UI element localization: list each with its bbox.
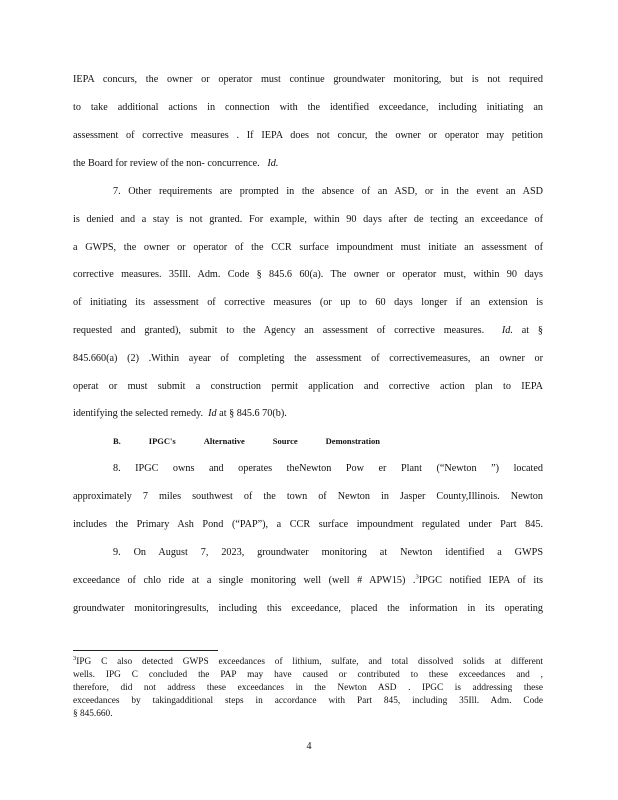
body-line: 845.660(a) (2) .Within ayear of completing the assessment of correctivemeasures, an owner or	[73, 353, 543, 364]
citation-id: Id.	[501, 325, 513, 336]
footnote-line: therefore, did not address these exceedances in the Newton ASD . IPGC is addressing these	[73, 683, 543, 693]
body-line: assessment of corrective measures . If IEPA does not concur, the owner or operator may petition	[73, 130, 543, 141]
citation-id: Id.	[267, 158, 279, 169]
paragraph-9-start: 9. On August 7, 2023, groundwater monitoring at Newton identified a GWPS	[113, 547, 543, 558]
paragraph-7-start: 7. Other requirements are prompted in the absence of an ASD, or in the event an ASD	[113, 186, 543, 197]
footnote-line: wells. IPG C concluded the PAP may have caused or contributed to these exceedances and ,	[73, 670, 543, 680]
body-line: groundwater monitoringresults, including this exceedance, placed the information in its operating	[73, 603, 543, 614]
section-heading: B. IPGC's Alternative Source Demonstration	[113, 436, 380, 446]
body-line: corrective measures. 35Ill. Adm. Code § 845.6 60(a). The owner or operator must, within 90 days	[73, 269, 543, 280]
body-line: of initiating its assessment of corrective measures (or up to 60 days longer if an extension is	[73, 297, 543, 308]
body-line: exceedance of chlo ride at a single monitoring well (well # APW15) .$^3$IPGC notified IEPA of its	[73, 573, 543, 586]
body-line: IEPA concurs, the owner or operator must continue groundwater monitoring, but is not required	[73, 74, 543, 85]
footnote-line: exceedances by takingadditional steps in accordance with Part 845, including 35Ill. Adm. Code	[73, 696, 543, 706]
footnote-marker: 3	[73, 654, 77, 662]
page-number: 4	[306, 741, 312, 752]
footnote-separator	[73, 650, 218, 651]
body-line: identifying the selected remedy. Id at § 845.6 70(b).	[73, 408, 287, 419]
body-line: the Board for review of the non- concurrence. Id.	[73, 158, 279, 169]
body-line: includes the Primary Ash Pond (“PAP”), a CCR surface impoundment regulated under Part 845.	[73, 519, 543, 530]
footnote-line: $^3$IPG C also detected GWPS exceedances of lithium, sulfate, and total dissolved solids at different	[73, 654, 543, 667]
body-line: is denied and a stay is not granted. For example, within 90 days after de tecting an exceedance of	[73, 214, 543, 225]
body-line: approximately 7 miles southwest of the town of Newton in Jasper County,Illinois. Newton	[73, 491, 543, 502]
footnote-reference: 3	[415, 573, 419, 581]
body-line: a GWPS, the owner or operator of the CCR surface impoundment must initiate an assessment of	[73, 242, 543, 253]
body-line: to take additional actions in connection with the identified exceedance, including initiating an	[73, 102, 543, 113]
paragraph-8-start: 8. IPGC owns and operates theNewton Pow er Plant (“Newton ”) located	[113, 463, 543, 474]
footnote-line: § 845.660.	[73, 709, 113, 719]
citation-id: Id	[208, 408, 217, 419]
body-line: operat or must submit a construction permit application and corrective action plan to IEPA	[73, 381, 543, 392]
body-line: requested and granted), submit to the Agency an assessment of corrective measures. Id. at §	[73, 325, 544, 336]
